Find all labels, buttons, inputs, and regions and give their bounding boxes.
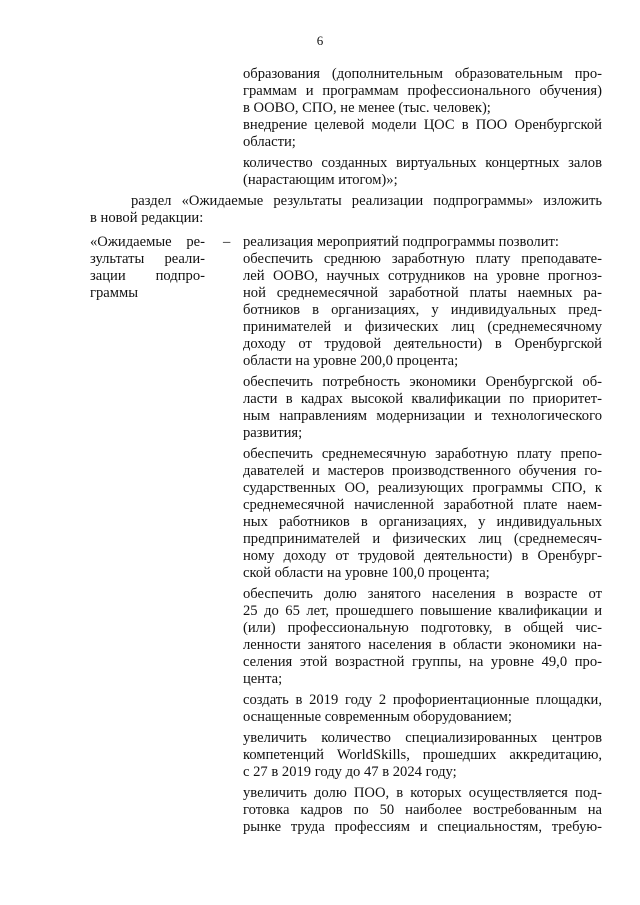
table-text-line: ласти в кадрах высокой квалификации по приоритет- bbox=[243, 391, 602, 407]
section-intro-line: раздел «Ожидаемые результаты реализации подпрограммы» изложить bbox=[131, 193, 602, 209]
table-text-line: ской области на уровне 100,0 процента; bbox=[243, 565, 490, 581]
table-text-line: создать в 2019 году 2 профориентационные площадки, bbox=[243, 692, 602, 708]
table-text-line: ному доходу от трудовой деятельности) в Оренбург- bbox=[243, 548, 602, 564]
text-line: в ООВО, СПО, не менее (тыс. человек); bbox=[243, 100, 491, 116]
table-text-line: давателей и мастеров производственного обучения го- bbox=[243, 463, 602, 479]
table-text-line: лей ООВО, научных сотрудников на уровне прогноз- bbox=[243, 268, 602, 284]
table-text-line: увеличить количество специализированных центров bbox=[243, 730, 602, 746]
table-text-line: сударственных ОО, реализующих программы СПО, к bbox=[243, 480, 602, 496]
table-text-line: области на уровне 200,0 процента; bbox=[243, 353, 459, 369]
table-text-line: с 27 в 2019 году до 47 в 2024 году; bbox=[243, 764, 457, 780]
table-text-line: цента; bbox=[243, 671, 283, 687]
table-text-line: готовка кадров по 50 наиболее востребованным на bbox=[243, 802, 602, 818]
table-text-line: обеспечить среднюю заработную плату преподавате- bbox=[243, 251, 602, 267]
table-text-line: предпринимателей и физических лиц (среднемесяч- bbox=[243, 531, 602, 547]
table-text-line: развития; bbox=[243, 425, 303, 441]
text-line: внедрение целевой модели ЦОС в ПОО Оренбургской bbox=[243, 117, 602, 133]
table-text-line: обеспечить потребность экономики Оренбургской об- bbox=[243, 374, 602, 390]
table-text-line: ботников в организациях, у индивидуальных пред- bbox=[243, 302, 602, 318]
table-label-line: «Ожидаемые ре- bbox=[90, 234, 205, 250]
text-line: граммам и программам профессионального обучения) bbox=[243, 83, 602, 99]
table-text-line: ленности занятого населения в области экономики на- bbox=[243, 637, 602, 653]
table-text-line: доходу от трудовой деятельности) в Оренбургской bbox=[243, 336, 602, 352]
table-text-line: оснащенные современным оборудованием; bbox=[243, 709, 512, 725]
table-text-line: рынке труда профессиям и специальностям, требую- bbox=[243, 819, 602, 835]
section-intro-line: в новой редакции: bbox=[90, 210, 204, 226]
table-text-line: ных работников в организациях, у индивидуальных bbox=[243, 514, 602, 530]
table-text-line: селения этой возрастной группы, на уровне 49,0 про- bbox=[243, 654, 602, 670]
table-dash: – bbox=[223, 234, 231, 250]
table-text-line: принимателей и физических лиц (среднемесячному bbox=[243, 319, 602, 335]
table-text-line: (или) профессиональную подготовку, в общей чис- bbox=[243, 620, 602, 636]
table-text-line: реализация мероприятий подпрограммы позволит: bbox=[243, 234, 559, 250]
table-text-line: увеличить долю ПОО, в которых осуществляется под- bbox=[243, 785, 602, 801]
text-line: образования (дополнительным образовательным про- bbox=[243, 66, 602, 82]
table-text-line: ной среднемесячной заработной платы наемных ра- bbox=[243, 285, 602, 301]
table-text-line: компетенций WorldSkills, прошедших аккредитацию, bbox=[243, 747, 602, 763]
table-text-line: ным направлениям модернизации и технологического bbox=[243, 408, 602, 424]
text-line: количество созданных виртуальных концертных залов bbox=[243, 155, 602, 171]
text-line: области; bbox=[243, 134, 296, 150]
page-number: 6 bbox=[316, 33, 324, 48]
text-line: (нарастающим итогом)»; bbox=[243, 172, 398, 188]
table-text-line: среднемесячной начисленной заработной плате наем- bbox=[243, 497, 602, 513]
table-label-line: граммы bbox=[90, 285, 139, 301]
table-text-line: обеспечить долю занятого населения в возрасте от bbox=[243, 586, 602, 602]
table-text-line: обеспечить среднемесячную заработную плату препо- bbox=[243, 446, 602, 462]
table-text-line: 25 до 65 лет, прошедшего повышение квалификации и bbox=[243, 603, 602, 619]
table-label-line: зультаты реали- bbox=[90, 251, 205, 267]
table-label-line: зации подпро- bbox=[90, 268, 205, 284]
